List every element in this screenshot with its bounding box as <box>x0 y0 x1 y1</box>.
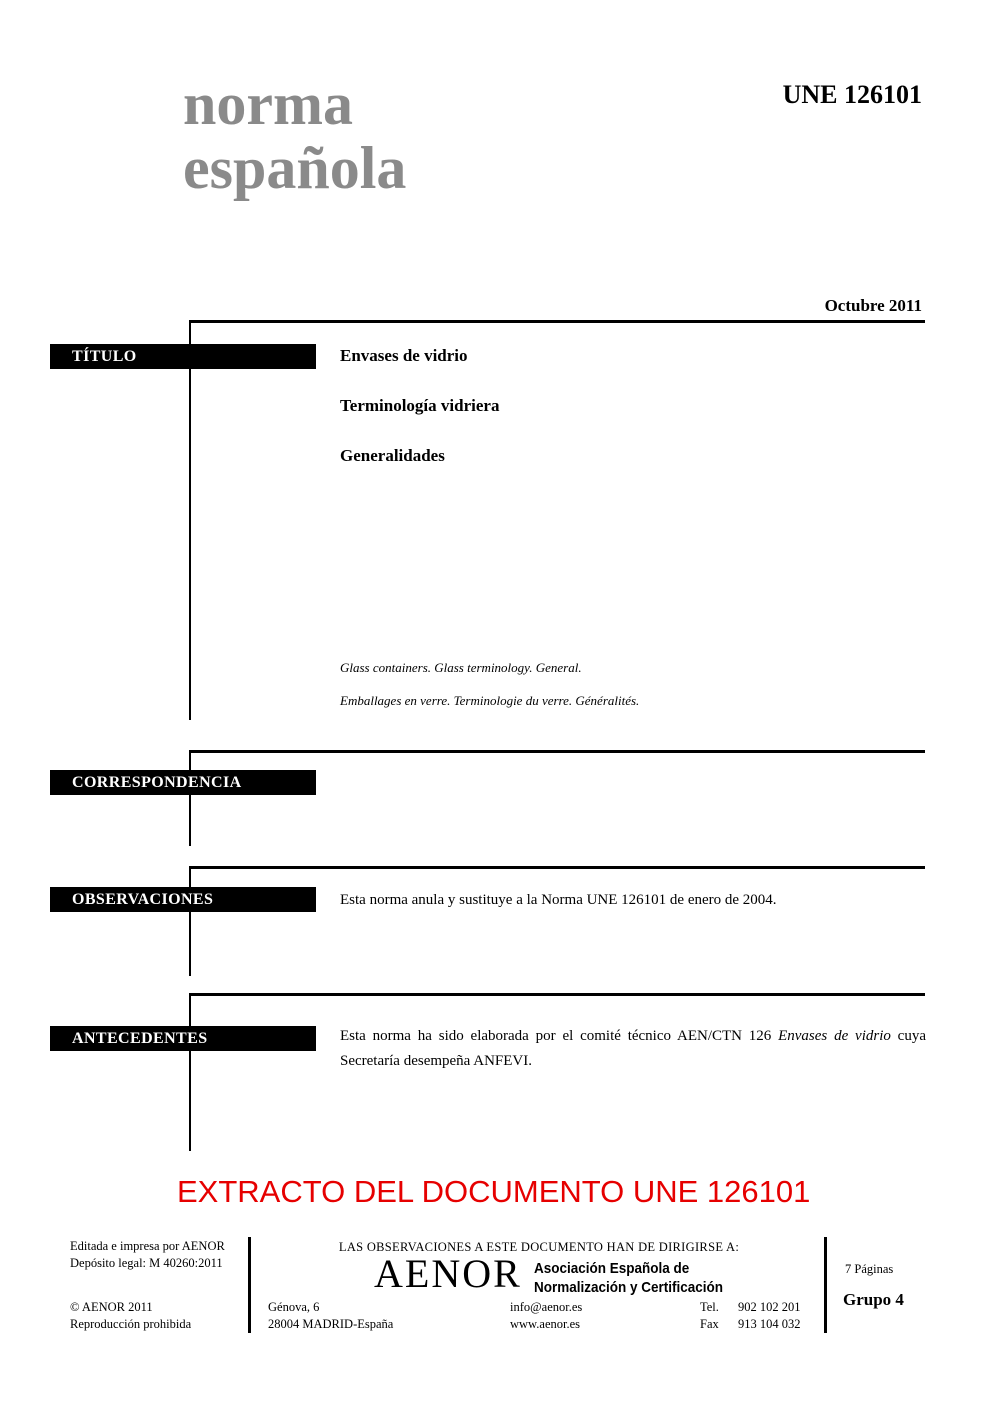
antecedentes-text-italic: Envases de vidrio <box>778 1028 891 1044</box>
footer-tel-value: 902 102 201 <box>738 1300 801 1314</box>
observaciones-label-bar <box>50 887 316 912</box>
footer-copyright-block <box>70 1299 191 1333</box>
antecedentes-text <box>340 1024 926 1074</box>
correspondencia-top-rule <box>190 750 925 753</box>
antecedentes-text-before: Esta norma ha sido elaborada por el comité técnico AEN/CTN 126 <box>340 1028 779 1044</box>
footer-copyright-line-1: © AENOR 2011 <box>70 1300 153 1314</box>
title-line-1: Envases de vidrio <box>340 346 468 365</box>
antecedentes-label: ANTECEDENTES <box>72 1029 208 1047</box>
footer-fax-row <box>700 1316 801 1333</box>
antecedentes-label-bar <box>50 1026 316 1051</box>
observaciones-label: OBSERVACIONES <box>72 890 214 908</box>
footer-address-line-1: Génova, 6 <box>268 1300 320 1314</box>
norma-espanola-logo <box>183 72 406 200</box>
logo-line-2: española <box>183 135 407 201</box>
correspondencia-label-bar <box>50 770 316 795</box>
footer-website: www.aenor.es <box>510 1317 581 1331</box>
footer-group: Grupo 4 <box>843 1290 904 1309</box>
antecedentes-left-rule <box>189 993 191 1151</box>
title-line-3: Generalidades <box>340 446 445 465</box>
document-code: UNE 126101 <box>782 80 922 109</box>
footer-tel-row <box>700 1299 801 1316</box>
footer-edited-line-2: Depósito legal: M 40260:2011 <box>70 1256 223 1270</box>
footer-page-count: 7 Páginas <box>845 1262 894 1276</box>
antecedentes-text-after: cuya Secretaría desempeña ANFEVI. <box>340 1028 926 1069</box>
footer-telfax-block <box>700 1299 801 1333</box>
title-translation-english: Glass containers. Glass terminology. General. <box>340 660 582 675</box>
footer-contact-block <box>510 1299 582 1333</box>
footer-fax-label: Fax <box>700 1317 719 1331</box>
observaciones-top-rule <box>190 866 925 869</box>
antecedentes-top-rule <box>190 993 925 996</box>
footer-notice: LAS OBSERVACIONES A ESTE DOCUMENTO HAN DE DIRIGIRSE A: <box>338 1240 740 1254</box>
aenor-logo: AENOR <box>374 1251 522 1296</box>
aenor-tagline-line-2: Normalización y Certificación <box>534 1279 724 1296</box>
titulo-top-rule <box>190 320 925 323</box>
title-line-2: Terminología vidriera <box>340 396 500 415</box>
footer-email: info@aenor.es <box>510 1300 583 1314</box>
document-date: Octubre 2011 <box>824 296 922 315</box>
aenor-tagline-line-1: Asociación Española de <box>534 1260 690 1277</box>
correspondencia-left-rule <box>189 750 191 846</box>
titulo-label: TÍTULO <box>72 347 137 365</box>
footer-fax-value: 913 104 032 <box>738 1317 801 1331</box>
correspondencia-label: CORRESPONDENCIA <box>72 773 242 791</box>
footer-right-divider <box>824 1237 827 1333</box>
footer-copyright-line-2: Reproducción prohibida <box>70 1317 192 1331</box>
footer-left-divider <box>248 1237 251 1333</box>
observaciones-text: Esta norma anula y sustituye a la Norma UNE 126101 de enero de 2004. <box>340 892 777 908</box>
footer-tel-label: Tel. <box>700 1300 719 1314</box>
footer-edited-block <box>70 1238 225 1272</box>
extract-banner: EXTRACTO DEL DOCUMENTO UNE 126101 <box>177 1174 811 1209</box>
aenor-tagline <box>534 1259 723 1297</box>
titulo-label-bar <box>50 344 316 369</box>
logo-line-1: norma <box>183 71 353 137</box>
title-translation-french: Emballages en verre. Terminologie du verre. Généralités. <box>340 693 640 708</box>
observaciones-left-rule <box>189 866 191 976</box>
footer-edited-line-1: Editada e impresa por AENOR <box>70 1239 225 1253</box>
footer-address-block <box>268 1299 393 1333</box>
footer-address-line-2: 28004 MADRID-España <box>268 1317 394 1331</box>
titulo-left-rule <box>189 320 191 720</box>
